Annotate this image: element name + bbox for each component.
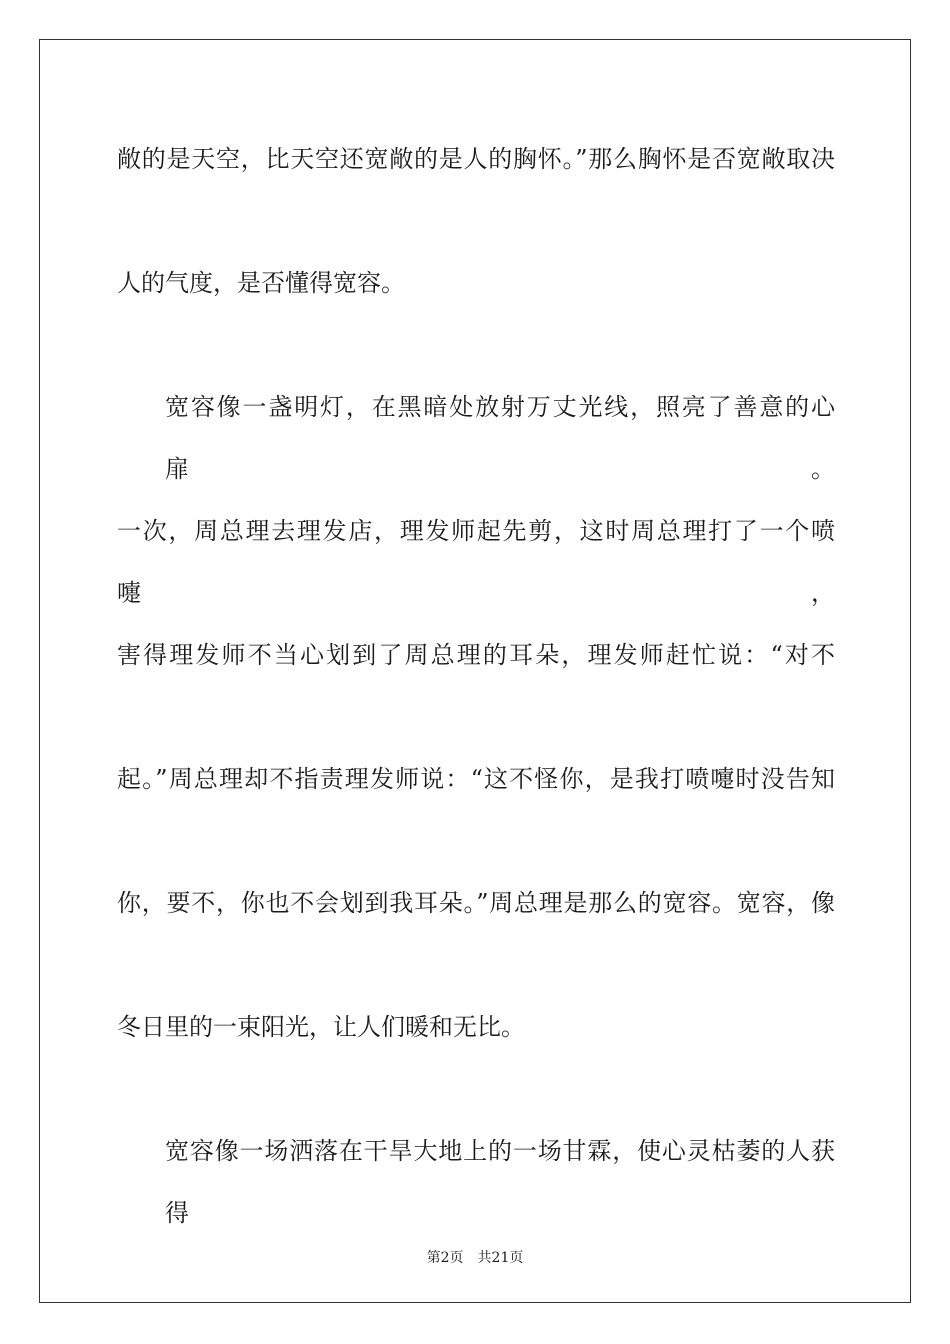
text-line-1: 敞的是天空，比天空还宽敞的是人的胸怀。”那么胸怀是否宽敞取决 — [117, 145, 835, 173]
text-line-5: 害得理发师不当心划到了周总理的耳朵，理发师赶忙说：“对不 — [117, 641, 835, 669]
page-number-total: 共21页 — [477, 1250, 524, 1266]
text-line-9: 宽容像一场洒落在干旱大地上的一场甘霖，使心灵枯萎的人获得 — [165, 1137, 835, 1227]
text-line-2: 人的气度，是否懂得宽容。 — [117, 269, 405, 297]
text-line-4: 一次，周总理去理发店，理发师起先剪，这时周总理打了一个喷嚏， — [117, 517, 835, 607]
text-line-8: 冬日里的一束阳光，让人们暖和无比。 — [117, 1013, 525, 1041]
page-footer — [0, 1247, 950, 1267]
text-line-6: 起。”周总理却不指责理发师说：“这不怪你，是我打喷嚏时没告知 — [117, 765, 835, 793]
text-line-3: 宽容像一盏明灯，在黑暗处放射万丈光线，照亮了善意的心扉。 — [165, 393, 835, 483]
page-number-current: 第2页 — [426, 1250, 464, 1266]
document-body — [117, 128, 835, 1244]
text-line-7: 你，要不，你也不会划到我耳朵。”周总理是那么的宽容。宽容，像 — [117, 889, 835, 917]
